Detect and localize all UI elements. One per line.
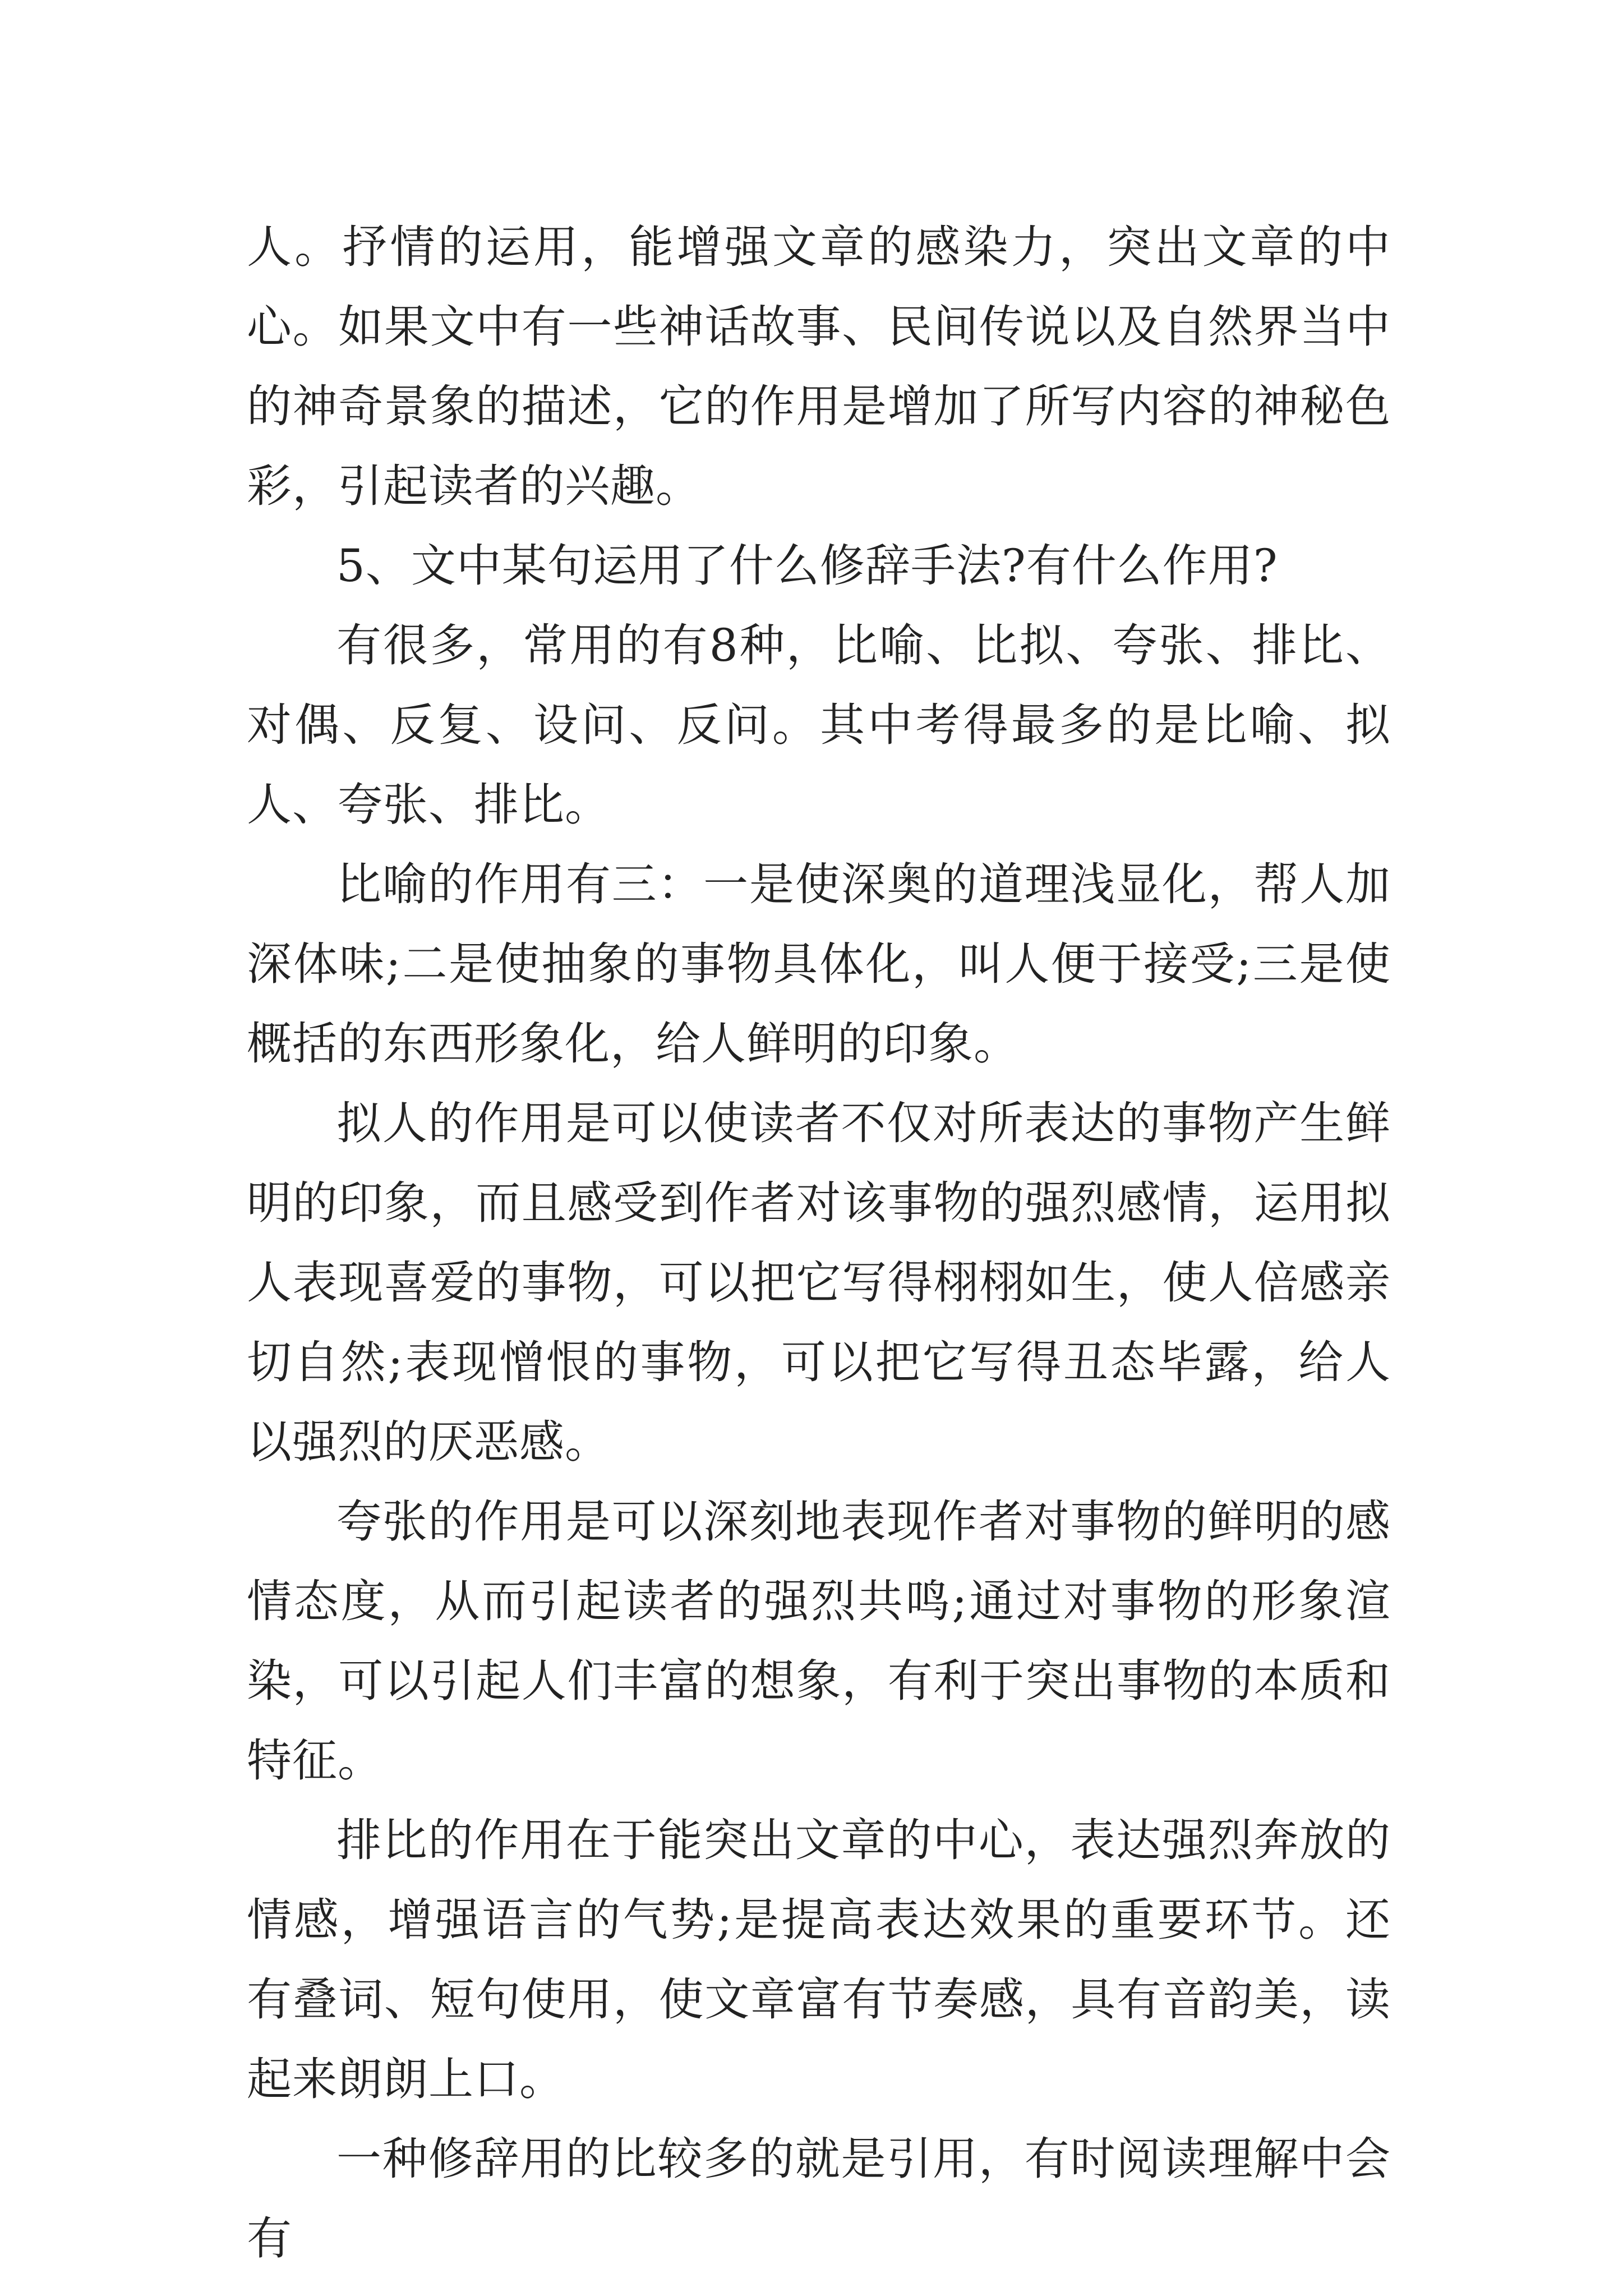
paragraph-quotation: 一种修辞用的比较多的就是引用，有时阅读理解中会有 bbox=[247, 2133, 1391, 2265]
paragraph-metaphor: 比喻的作用有三：一是使深奥的道理浅显化，帮人加深体味;二是使抽象的事物具体化，叫人便于接受;三是使概括的东西形象化，给人鲜明的印象。 bbox=[247, 858, 1391, 1070]
paragraph-exaggeration: 夸张的作用是可以深刻地表现作者对事物的鲜明的感情态度，从而引起读者的强烈共鸣;通过对事物的形象渲染，可以引起人们丰富的想象，有利于突出事物的本质和特征。 bbox=[247, 1496, 1391, 1787]
paragraph-lyric-effect: 人。抒情的运用，能增强文章的感染力，突出文章的中心。如果文中有一些神话故事、民间传说以及自然界当中的神奇景象的描述，它的作用是增加了所写内容的神秘色彩，引起读者的兴趣。 bbox=[247, 221, 1391, 512]
paragraph-question-5: 5、文中某句运用了什么修辞手法?有什么作用? bbox=[336, 540, 1278, 592]
document-body bbox=[247, 208, 1391, 2279]
paragraph-rhetoric-types: 有很多，常用的有8种，比喻、比拟、夸张、排比、对偶、反复、设问、反问。其中考得最多的是比喻、拟人、夸张、排比。 bbox=[247, 619, 1391, 831]
paragraph-personification: 拟人的作用是可以使读者不仅对所表达的事物产生鲜明的印象，而且感受到作者对该事物的强烈感情，运用拟人表现喜爱的事物，可以把它写得栩栩如生，使人倍感亲切自然;表现憎恨的事物，可以把它写得丑态毕露，给人以强烈的厌恶感。 bbox=[247, 1097, 1391, 1468]
paragraph-parallelism: 排比的作用在于能突出文章的中心，表达强烈奔放的情感，增强语言的气势;是提高表达效果的重要环节。还有叠词、短句使用，使文章富有节奏感，具有音韵美，读起来朗朗上口。 bbox=[247, 1814, 1391, 2105]
